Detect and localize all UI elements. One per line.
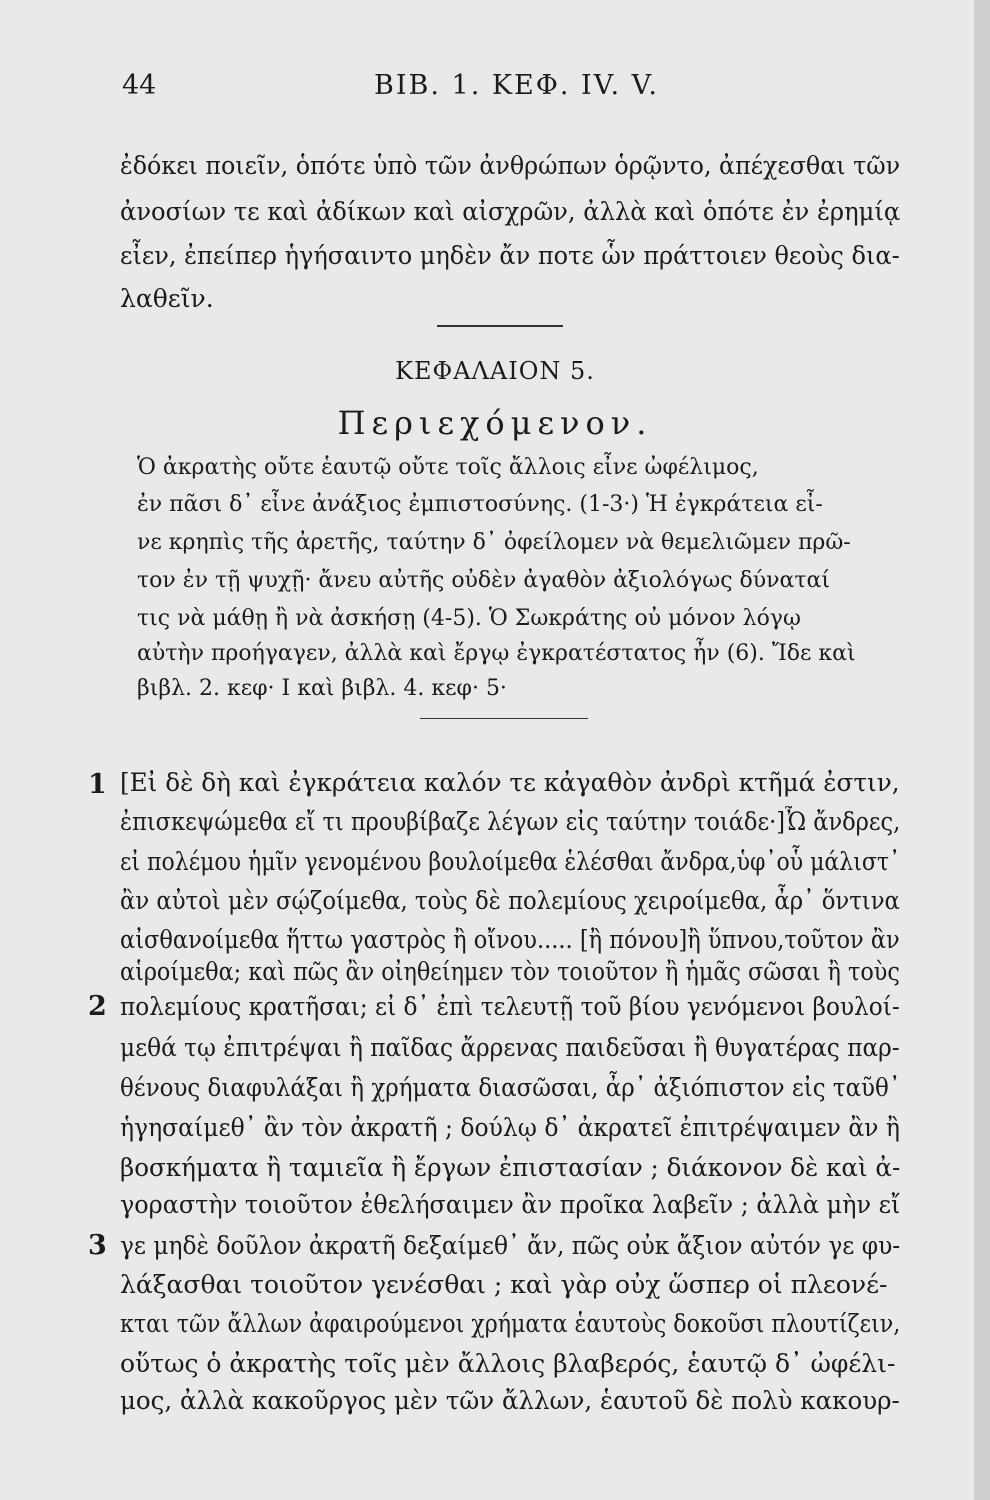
summary-line: τον ἐν τῇ ψυχῇ· ἄνευ αὐτῆς οὐδὲν ἀγαθὸν ἀξιολόγως δύναταί — [137, 568, 831, 593]
body-line: κται τῶν ἄλλων ἀφαιρούμενοι χρήματα ἑαυτοὺς δοκοῦσι πλουτίζειν, — [120, 1309, 901, 1338]
section-divider — [437, 325, 563, 327]
page-header — [122, 70, 882, 110]
body-line: θένους διαφυλάξαι ἢ χρήματα διασῶσαι, ἆρ᾽ ἀξιόπιστον εἰς ταῦθ᾽ — [120, 1073, 901, 1102]
body-line: ἂν αὐτοὶ μὲν σῴζοίμεθα, τοὺς δὲ πολεμίους χειροίμεθα, ἆρ᾽ ὅντινα — [120, 886, 900, 915]
intro-line: εἶεν, ἐπείπερ ἡγήσαιντο μηδὲν ἄν ποτε ὧν πράττοιεν θεοὺς δια- — [120, 241, 900, 270]
body-line: αἰσθανοίμεθα ἥττω γαστρὸς ἢ οἴνου..... [ἢ πόνου]ἢ ὕπνου,τοῦτον ἂν — [120, 925, 900, 954]
intro-line: ἐδόκει ποιεῖν, ὁπότε ὑπὸ τῶν ἀνθρώπων ὁρῷντο, ἀπέχεσθαι τῶν — [120, 151, 901, 180]
page-edge-shadow — [974, 0, 990, 1500]
section-number: 3 — [88, 1230, 107, 1261]
chapter-subtitle: Περιεχόμενον. — [337, 404, 653, 442]
running-head: ΒΙΒ. 1. ΚΕΦ. IV. V. — [374, 70, 660, 101]
body-line: λάξασθαι τοιοῦτον γενέσθαι ; καὶ γὰρ οὐχ ὥσπερ οἱ πλεονέ- — [120, 1270, 888, 1299]
summary-line: τις νὰ μάθῃ ἢ νὰ ἀσκήσῃ (4-5). Ὁ Σωκράτης οὐ μόνον λόγῳ — [137, 606, 801, 631]
body-line: ἐπισκεψώμεθα εἴ τι προυβίβαζε λέγων εἰς ταύτην τοιάδε·]Ὦ ἄνδρες, — [120, 807, 901, 836]
summary-line: αὐτὴν προήγαγεν, ἀλλὰ καὶ ἔργῳ ἐγκρατέστατος ἦν (6). Ἴδε καὶ — [137, 641, 856, 666]
body-line: μεθά τῳ ἐπιτρέψαι ἢ παῖδας ἄρρενας παιδεῦσαι ἢ θυγατέρας παρ- — [120, 1033, 900, 1062]
intro-line: ἀνοσίων τε καὶ ἀδίκων καὶ αἰσχρῶν, ἀλλὰ καὶ ὁπότε ἐν ἐρημίᾳ — [120, 197, 901, 226]
body-line: γε μηδὲ δοῦλον ἀκρατῆ δεξαίμεθ᾽ ἄν, πῶς οὐκ ἄξιον αὐτόν γε φυ- — [120, 1231, 901, 1260]
body-line: μος, ἀλλὰ κακοῦργος μὲν τῶν ἄλλων, ἑαυτοῦ δὲ πολὺ κακουρ- — [120, 1386, 900, 1415]
body-line: αἱροίμεθα; καὶ πῶς ἂν οἰηθείημεν τὸν τοιοῦτον ἢ ἡμᾶς σῶσαι ἢ τοὺς — [120, 957, 900, 986]
body-line: [Εἰ δὲ δὴ καὶ ἐγκράτεια καλόν τε κἀγαθὸν ἀνδρὶ κτῆμά ἐστιν, — [120, 768, 900, 797]
body-line: ἡγησαίμεθ᾽ ἂν τὸν ἀκρατῆ ; δούλῳ δ᾽ ἀκρατεῖ ἐπιτρέψαιμεν ἂν ἢ — [120, 1113, 900, 1142]
summary-line: ἐν πᾶσι δ᾽ εἶνε ἀνάξιος ἐμπιστοσύνης. (1-3·) Ἡ ἐγκράτεια εἶ- — [137, 492, 823, 517]
intro-line: λαθεῖν. — [120, 284, 214, 313]
summary-line: Ὁ ἀκρατὴς οὔτε ἑαυτῷ οὔτε τοῖς ἄλλοις εἶνε ὠφέλιμος, — [137, 455, 759, 480]
body-line: εἰ πολέμου ἡμῖν γενομένου βουλοίμεθα ἑλέσθαι ἄνδρα,ὑφ᾽οὗ μάλιστ᾽ — [120, 847, 901, 876]
body-line: βοσκήματα ἢ ταμιεῖα ἢ ἔργων ἐπιστασίαν ; διάκονον δὲ καὶ ἀ- — [120, 1153, 901, 1182]
summary-line: νε κρηπὶς τῆς ἀρετῆς, ταύτην δ᾽ ὀφείλομεν νὰ θεμελιῶμεν πρῶ- — [137, 530, 851, 555]
summary-line: βιβλ. 2. κεφ· I καὶ βιβλ. 4. κεφ· 5· — [137, 676, 507, 701]
section-number: 1 — [88, 769, 107, 800]
section-divider — [420, 718, 588, 719]
chapter-title: ΚΕΦΑΛΑΙΟΝ 5. — [395, 357, 595, 385]
page-number: 44 — [122, 70, 157, 101]
body-line: γοραστὴν τοιοῦτον ἐθελήσαιμεν ἂν προῖκα λαβεῖν ; ἀλλὰ μὴν εἴ — [120, 1190, 901, 1219]
body-line: οὕτως ὁ ἀκρατὴς τοῖς μὲν ἄλλοις βλαβερός, ἑαυτῷ δ᾽ ὠφέλι- — [120, 1349, 896, 1378]
section-number: 2 — [88, 991, 107, 1022]
body-line: πολεμίους κρατῆσαι; εἰ δ᾽ ἐπὶ τελευτῇ τοῦ βίου γενόμενοι βουλοί- — [120, 992, 900, 1021]
